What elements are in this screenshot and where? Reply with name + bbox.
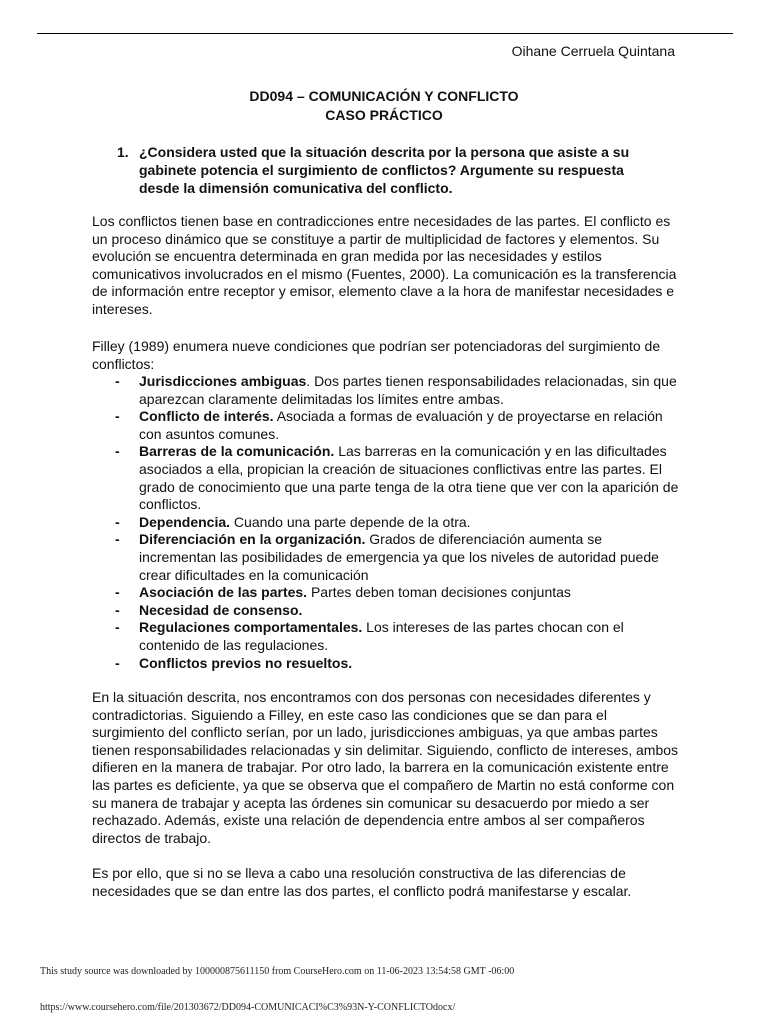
paragraph-intro: Los conflictos tienen base en contradicciones entre necesidades de las partes. El conflicto es un proceso dinámico que se constituye a partir de multiplicidad de factores y elementos. Su evolución se encuentra determinada en gran medida por las necesidades y estilos comunicativos involucrados en el mismo (Fuentes, 2000). La comunicación es la transferencia de información entre receptor y emisor, elemento clave a la hora de manifestar necesidades e intereses. [92, 213, 677, 317]
question-text: ¿Considera usted que la situación descrita por la persona que asiste a su gabinete potencia el surgimiento de conflictos? Argumente su respuesta desde la dimensión comunicativa del conflicto. [139, 144, 630, 196]
condition-desc: Las barreras en la comunicación y en las dificultades asociados a ella, propician la creación de situaciones conflictivas entre las partes. El grado de conocimiento que una parte tenga de la otra tiene que ver con la aparición de conflictos. [139, 443, 679, 513]
list-item [92, 584, 682, 602]
source-url[interactable]: https://www.coursehero.com/file/201303672/DD094-COMUNICACI%C3%93N-Y-CONFLICTOdocx/ [40, 1002, 456, 1013]
bullet-dash: - [115, 408, 120, 425]
condition-term: Asociación de las partes. [139, 584, 308, 601]
condition-term: Diferenciación en la organización. [139, 531, 366, 548]
question-number: 1. [117, 144, 129, 160]
condition-term: Dependencia. [139, 513, 231, 530]
paragraph-conclusion: Es por ello, que si no se lleva a cabo una resolución constructiva de las diferencias de necesidades que se dan entre las dos partes, el conflicto podrá manifestarse y escalar. [92, 865, 632, 899]
bullet-dash: - [115, 601, 120, 618]
bullet-dash: - [115, 373, 120, 389]
conditions-list [92, 373, 682, 672]
list-item [92, 602, 682, 620]
document-title: DD094 – COMUNICACIÓN Y CONFLICTO [249, 88, 519, 104]
download-notice: This study source was downloaded by 100000875611150 from CourseHero.com on 11-06-2023 13:54:58 GMT -06:00 [40, 966, 515, 977]
bullet-dash: - [115, 513, 120, 530]
condition-term: Jurisdicciones ambiguas [139, 373, 307, 389]
condition-desc: Grados de diferenciación aumenta se incrementan las posibilidades de emergencia ya que los niveles de autoridad puede crear dificultades en la comunicación [139, 531, 659, 583]
bullet-dash: - [115, 443, 120, 460]
condition-term: Conflictos previos no resueltos. [139, 654, 353, 671]
condition-desc: Asociada a formas de evaluación y de proyectarse en relación con asuntos comunes. [139, 408, 663, 442]
condition-term: Conflicto de interés. [139, 408, 274, 425]
paragraph-filley: Filley (1989) enumera nueve condiciones que podrían ser potenciadoras del surgimiento de conflictos: [92, 338, 661, 372]
list-item [92, 373, 682, 408]
list-item [92, 443, 682, 513]
list-item [92, 514, 682, 532]
list-item [92, 619, 682, 654]
list-item [92, 408, 682, 443]
bullet-dash: - [115, 531, 120, 548]
bullet-dash: - [115, 619, 120, 636]
question-1 [117, 143, 657, 197]
condition-term: Necesidad de consenso. [139, 601, 303, 618]
list-item [92, 655, 682, 673]
condition-desc: Cuando una parte depende de la otra. [230, 513, 471, 530]
author-name: Oihane Cerruela Quintana [511, 43, 675, 59]
paragraph-analysis: En la situación descrita, nos encontramos con dos personas con necesidades diferentes y contradictorias. Siguiendo a Filley, en este caso las condiciones que se dan para el surgimiento del conflicto serían, por un lado, jurisdicciones ambiguas, ya que ambas partes tienen responsabilidades relacionadas y sin delimitar. Siguiendo, conflicto de intereses, ambos difieren en la manera de trabajar. Por otro lado, la barrera en la comunicación existente entre las partes es deficiente, ya que se observa que el compañero de Martin no está conforme con su manera de trabajar y acepta las órdenes sin comunicar su desacuerdo por miedo a ser rechazado. Además, existe una relación de dependencia entre ambos al ser compañeros directos de trabajo. [92, 689, 679, 846]
bullet-dash: - [115, 584, 120, 601]
condition-desc: Partes deben toman decisiones conjuntas [307, 584, 571, 601]
header-rule [37, 33, 733, 34]
condition-term: Regulaciones comportamentales. [139, 619, 363, 636]
document-subtitle: CASO PRÁCTICO [325, 107, 443, 123]
condition-desc: Los intereses de las partes chocan con el contenido de las regulaciones. [139, 619, 624, 653]
condition-term: Barreras de la comunicación. [139, 443, 335, 460]
condition-desc: . Dos partes tienen responsabilidades relacionadas, sin que aparezcan claramente delimitadas los límites entre ambas. [139, 373, 677, 407]
bullet-dash: - [115, 654, 120, 671]
list-item [92, 531, 682, 584]
